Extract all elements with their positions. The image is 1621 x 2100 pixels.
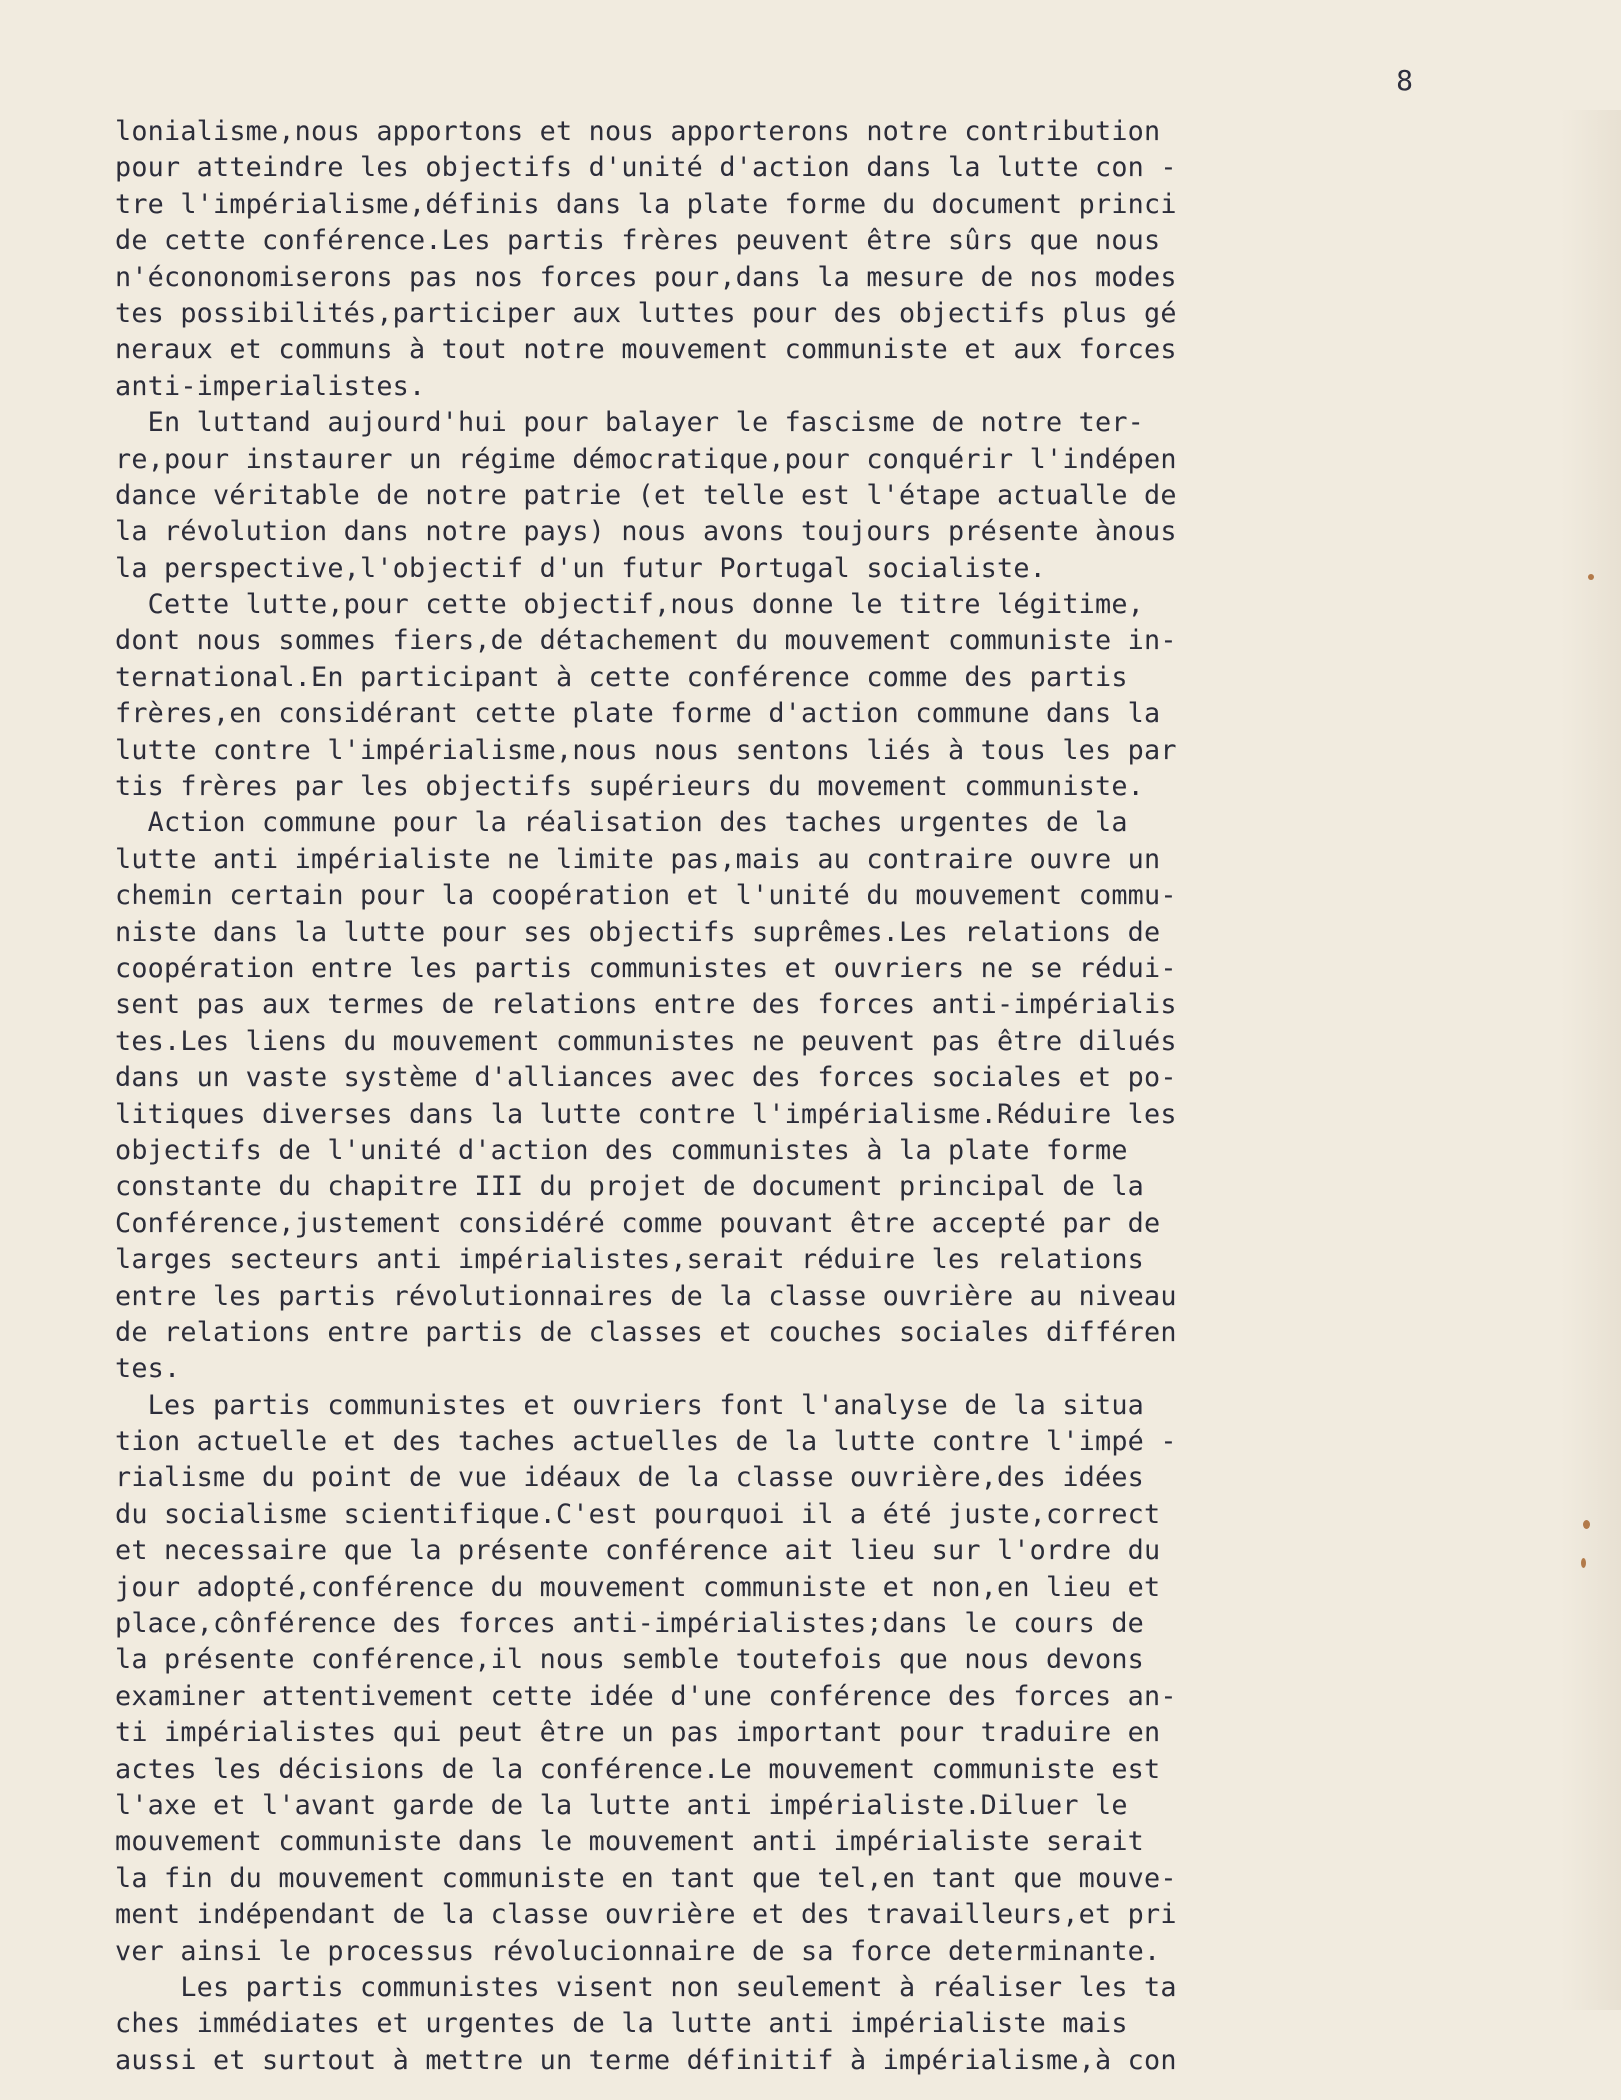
text-line: l'axe et l'avant garde de la lutte anti impérialiste.Diluer le: [115, 1789, 1128, 1821]
text-line: n'écononomiserons pas nos forces pour,dans la mesure de nos modes: [115, 261, 1177, 293]
text-line: ver ainsi le processus révolucionnaire de sa force determinante.: [115, 1935, 1161, 1967]
text-line: Les partis communistes visent non seulement à réaliser les ta: [115, 1971, 1177, 2003]
text-line: dans un vaste système d'alliances avec des forces sociales et po-: [115, 1062, 1177, 1094]
document-body: [115, 114, 1475, 2079]
page-number: 8: [1396, 64, 1413, 97]
text-line: dont nous sommes fiers,de détachement du mouvement communiste in-: [115, 625, 1177, 657]
text-line: re,pour instaurer un régime démocratique,pour conquérir l'indépen: [115, 443, 1177, 475]
text-line: aussi et surtout à mettre un terme définitif à impérialisme,à con: [115, 2044, 1177, 2076]
text-line: tes possibilités,participer aux luttes pour des objectifs plus gé: [115, 297, 1177, 329]
text-line: rialisme du point de vue idéaux de la classe ouvrière,des idées: [115, 1462, 1144, 1494]
text-line: la présente conférence,il nous semble toutefois que nous devons: [115, 1644, 1144, 1676]
text-line: anti-imperialistes.: [115, 370, 426, 402]
text-line: neraux et communs à tout notre mouvement communiste et aux forces: [115, 334, 1177, 366]
text-line: tion actuelle et des taches actuelles de la lutte contre l'impé -: [115, 1426, 1177, 1458]
text-line: Cette lutte,pour cette objectif,nous donne le titre légitime,: [115, 589, 1144, 621]
text-line: larges secteurs anti impérialistes,serait réduire les relations: [115, 1244, 1144, 1276]
text-line: ternational.En participant à cette conférence comme des partis: [115, 661, 1128, 693]
text-line: dance véritable de notre patrie (et telle est l'étape actualle de: [115, 479, 1177, 511]
text-line: tes.Les liens du mouvement communistes ne peuvent pas être dilués: [115, 1025, 1177, 1057]
text-line: examiner attentivement cette idée d'une conférence des forces an-: [115, 1680, 1177, 1712]
text-line: tes.: [115, 1353, 181, 1385]
text-line: ches immédiates et urgentes de la lutte anti impérialiste mais: [115, 2008, 1128, 2040]
text-line: actes les décisions de la conférence.Le mouvement communiste est: [115, 1753, 1161, 1785]
text-line: tre l'impérialisme,définis dans la plate forme du document princi: [115, 188, 1177, 220]
text-line: et necessaire que la présente conférence ait lieu sur l'ordre du: [115, 1535, 1161, 1567]
text-line: Conférence,justement considéré comme pouvant être accepté par de: [115, 1207, 1161, 1239]
text-line: niste dans la lutte pour ses objectifs suprêmes.Les relations de: [115, 916, 1161, 948]
text-line: En luttand aujourd'hui pour balayer le fascisme de notre ter-: [115, 407, 1144, 439]
text-line: jour adopté,conférence du mouvement communiste et non,en lieu et: [115, 1571, 1161, 1603]
text-line: de relations entre partis de classes et couches sociales différen: [115, 1316, 1177, 1348]
text-line: la fin du mouvement communiste en tant que tel,en tant que mouve-: [115, 1862, 1177, 1894]
text-line: mouvement communiste dans le mouvement anti impérialiste serait: [115, 1826, 1144, 1858]
text-line: Les partis communistes et ouvriers font l'analyse de la situa: [115, 1389, 1144, 1421]
text-line: ment indépendant de la classe ouvrière et des travailleurs,et pri: [115, 1899, 1177, 1931]
paper-speck: [1581, 1558, 1586, 1568]
paper-speck: [1583, 1520, 1590, 1529]
text-line: ti impérialistes qui peut être un pas important pour traduire en: [115, 1717, 1161, 1749]
text-line: lutte anti impérialiste ne limite pas,mais au contraire ouvre un: [115, 843, 1161, 875]
text-line: pour atteindre les objectifs d'unité d'action dans la lutte con -: [115, 152, 1177, 184]
text-line: constante du chapitre III du projet de document principal de la: [115, 1171, 1144, 1203]
text-line: la perspective,l'objectif d'un futur Portugal socialiste.: [115, 552, 1046, 584]
text-line: frères,en considérant cette plate forme d'action commune dans la: [115, 698, 1161, 730]
text-line: la révolution dans notre pays) nous avons toujours présente ànous: [115, 516, 1177, 548]
text-line: entre les partis révolutionnaires de la classe ouvrière au niveau: [115, 1280, 1177, 1312]
text-line: chemin certain pour la coopération et l'unité du mouvement commu-: [115, 880, 1177, 912]
text-line: lutte contre l'impérialisme,nous nous sentons liés à tous les par: [115, 734, 1177, 766]
text-line: lonialisme,nous apportons et nous apporterons notre contribution: [115, 116, 1161, 147]
text-line: place,cônférence des forces anti-impérialistes;dans le cours de: [115, 1608, 1144, 1640]
text-line: sent pas aux termes de relations entre des forces anti-impérialis: [115, 989, 1177, 1021]
text-line: litiques diverses dans la lutte contre l'impérialisme.Réduire les: [115, 1098, 1177, 1130]
text-line: coopération entre les partis communistes et ouvriers ne se rédui-: [115, 952, 1177, 984]
page-edge-shadow: [1561, 110, 1621, 2010]
paper-speck: [1588, 574, 1594, 580]
text-line: objectifs de l'unité d'action des communistes à la plate forme: [115, 1134, 1128, 1166]
text-line: du socialisme scientifique.C'est pourquoi il a été juste,correct: [115, 1498, 1161, 1530]
text-line: tis frères par les objectifs supérieurs du movement communiste.: [115, 771, 1144, 803]
text-line: de cette conférence.Les partis frères peuvent être sûrs que nous: [115, 225, 1161, 257]
text-line: Action commune pour la réalisation des taches urgentes de la: [115, 807, 1128, 839]
